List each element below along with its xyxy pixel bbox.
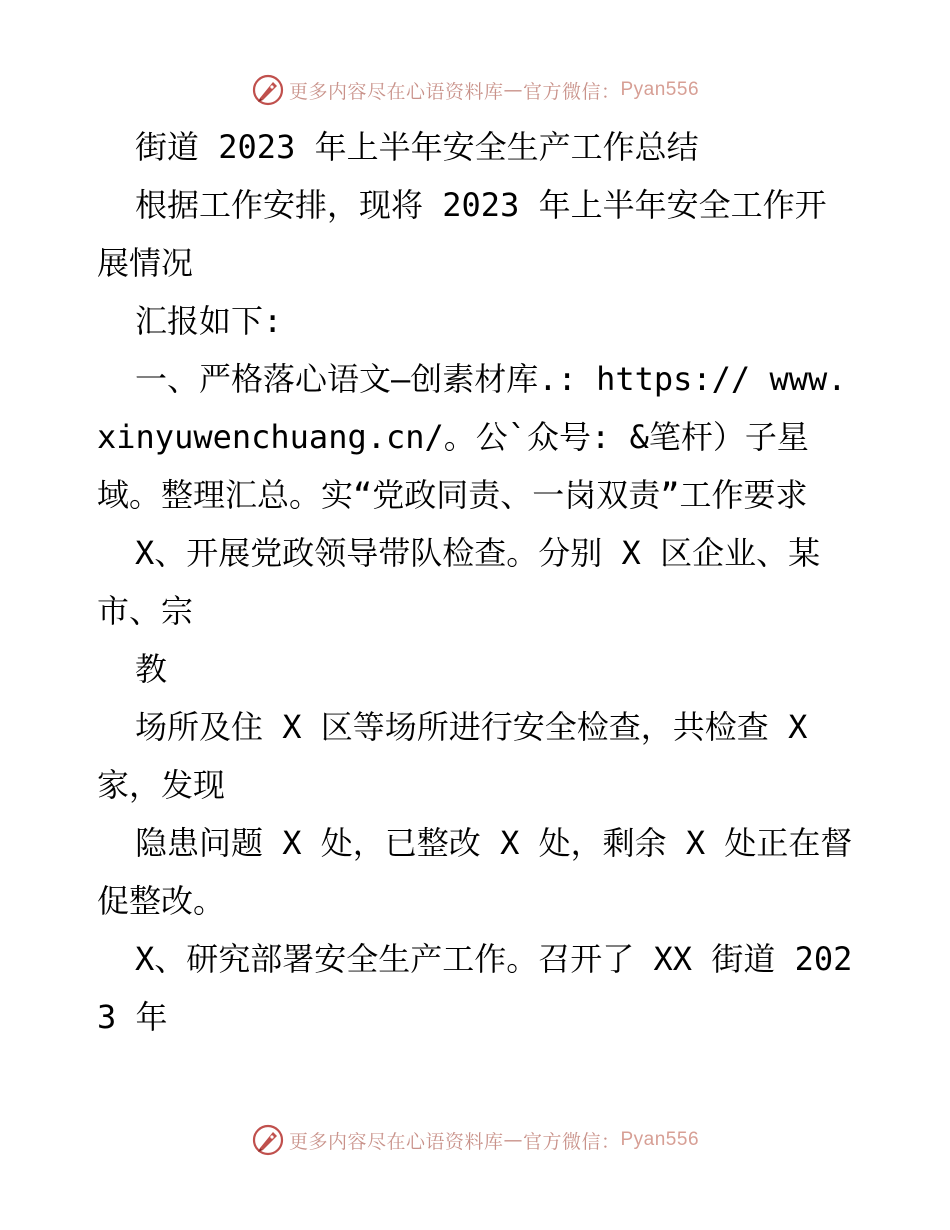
watermark-separator: —	[503, 79, 523, 101]
paragraph: 根据工作安排，现将 2023 年上半年安全工作开展情况	[97, 186, 827, 282]
paragraph: 隐患问题 X 处，已整改 X 处，剩余 X 处正在督促整改。	[97, 824, 853, 920]
pen-nib-logo-icon	[251, 73, 285, 107]
watermark-wechat-id: Pyan556	[620, 79, 700, 100]
header-watermark	[0, 70, 950, 110]
document-title: 街道 2023 年上半年安全生产工作总结	[135, 128, 699, 166]
paragraph: 场所及住 X 区等场所进行安全检查，共检查 X 家，发现	[97, 708, 808, 804]
watermark-text: 更多内容尽在心语资料库	[288, 1130, 504, 1153]
watermark-suffix: 官方微信：	[522, 1130, 621, 1153]
paragraph: 教	[135, 650, 168, 688]
pen-nib-logo-icon	[251, 1123, 285, 1157]
paragraph: 一、严格落心语文—创素材库.: https:// www.xinyuwenchuang.cn/。公`众号: &笔杆）子星域。整理汇总。实“党政同责、一岗双责”工作要求	[97, 360, 847, 514]
document-body	[97, 118, 857, 1046]
watermark-text: 更多内容尽在心语资料库	[288, 80, 504, 103]
paragraph: 汇报如下:	[135, 302, 283, 340]
paragraph: X、开展党政领导带队检查。分别 X 区企业、某市、宗	[97, 534, 821, 630]
watermark-separator: —	[503, 1129, 523, 1151]
watermark-wechat-id: Pyan556	[620, 1129, 700, 1150]
footer-watermark	[0, 1120, 950, 1160]
paragraph: X、研究部署安全生产工作。召开了 XX 街道 2023 年	[97, 940, 853, 1036]
watermark-suffix: 官方微信：	[522, 80, 621, 103]
